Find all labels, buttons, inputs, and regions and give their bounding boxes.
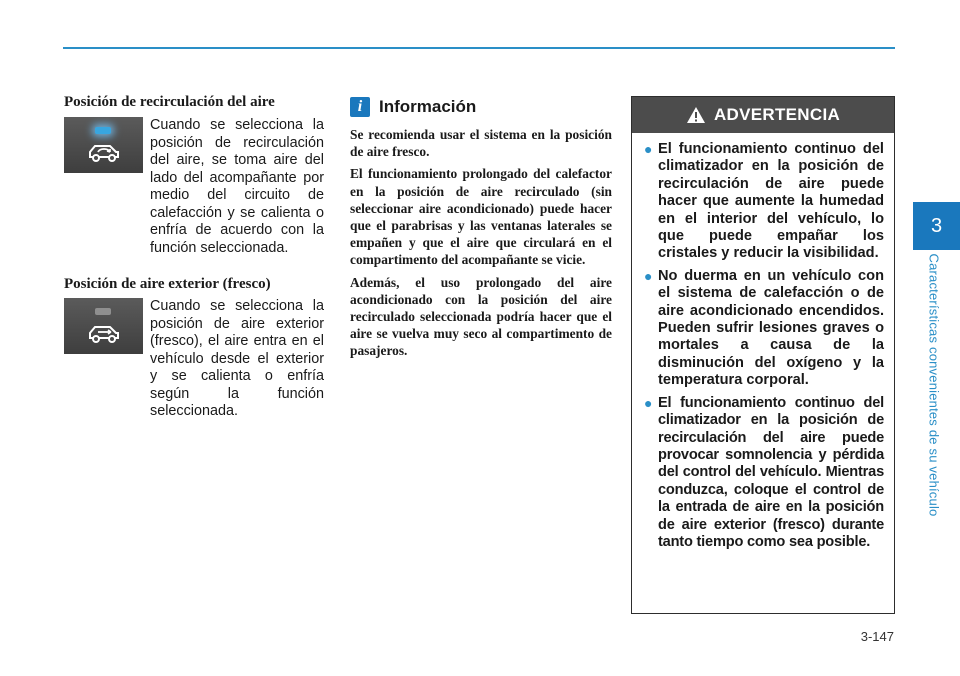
warning-item-text: El funcionamiento continuo del climatizador en la posición de recirculación de aire puede hacer que aumente la humedad en el interior del vehículo, lo que puede empañar los cristales y reducir la visibilidad.	[658, 141, 884, 262]
header-rule	[63, 47, 895, 49]
info-paragraph: El funcionamiento prolongado del calefactor en la posición de aire recirculado (sin seleccionar aire acondicionado) puede hacer que el parabrisas y las ventanas laterales se empañen y que el aire que circulará en el compartimento del acompañante se vicie.	[350, 166, 612, 268]
chapter-number: 3	[930, 214, 943, 237]
info-paragraph: Se recomienda usar el sistema en la posición de aire fresco.	[350, 127, 612, 160]
recirculation-description: Cuando se selecciona la posición de recirculación del aire, se toma aire del lado del acompañante por medio del circuito de calefacción y se calienta o enfría de acuerdo con la función seleccionada.	[150, 117, 324, 256]
chapter-tab	[913, 202, 960, 250]
indicator-light-icon	[95, 308, 111, 315]
info-body	[350, 126, 612, 365]
fresh-air-button-image	[64, 298, 143, 354]
warning-header	[632, 97, 894, 133]
indicator-light-icon	[95, 127, 111, 134]
warning-list	[632, 133, 894, 551]
chapter-title: Características convenientes de su vehículo	[926, 253, 942, 517]
warning-item	[644, 395, 884, 552]
warning-box	[631, 96, 895, 614]
warning-item-text: El funcionamiento continuo del climatizador en la posición de recirculación del aire puede provocar somnolencia y pérdida del control del vehículo. Mientras conduzca, coloque el control de la entrada de aire en la posición de aire exterior (fresco) durante tanto tiempo como sea posible.	[658, 394, 884, 550]
car-recirculation-icon	[86, 141, 122, 163]
bullet-icon: ●	[644, 267, 653, 284]
info-heading	[350, 97, 476, 117]
warning-item	[644, 268, 884, 390]
info-icon: i	[350, 97, 370, 117]
bullet-icon: ●	[644, 394, 653, 411]
warning-triangle-icon	[686, 106, 706, 124]
warning-title: ADVERTENCIA	[713, 105, 841, 124]
chapter-side-label	[925, 255, 943, 545]
car-fresh-air-icon	[86, 322, 122, 344]
warning-item-text: No duerma en un vehículo con el sistema de calefacción o de aire acondicionado encendidos. Pueden sufrir lesiones graves o mortales a causa de la disminución del oxígeno y la temperatura corporal.	[658, 267, 884, 389]
info-title: Información	[379, 97, 477, 116]
fresh-air-description: Cuando se selecciona la posición de aire exterior (fresco), el aire entra en el vehículo desde el exterior y se calienta o enfría según la función seleccionada.	[150, 298, 324, 419]
info-paragraph: Además, el uso prolongado del aire acondicionado con la posición del aire recirculado seleccionada podría hacer que el aire se vuelva muy seco al compartimento de pasajeros.	[350, 274, 612, 359]
page-number: 3-147	[860, 629, 894, 644]
warning-item	[644, 141, 884, 263]
bullet-icon: ●	[644, 141, 653, 157]
fresh-air-heading: Posición de aire exterior (fresco)	[64, 276, 271, 292]
recirculation-button-image	[64, 117, 143, 173]
recirculation-heading: Posición de recirculación del aire	[64, 94, 275, 110]
